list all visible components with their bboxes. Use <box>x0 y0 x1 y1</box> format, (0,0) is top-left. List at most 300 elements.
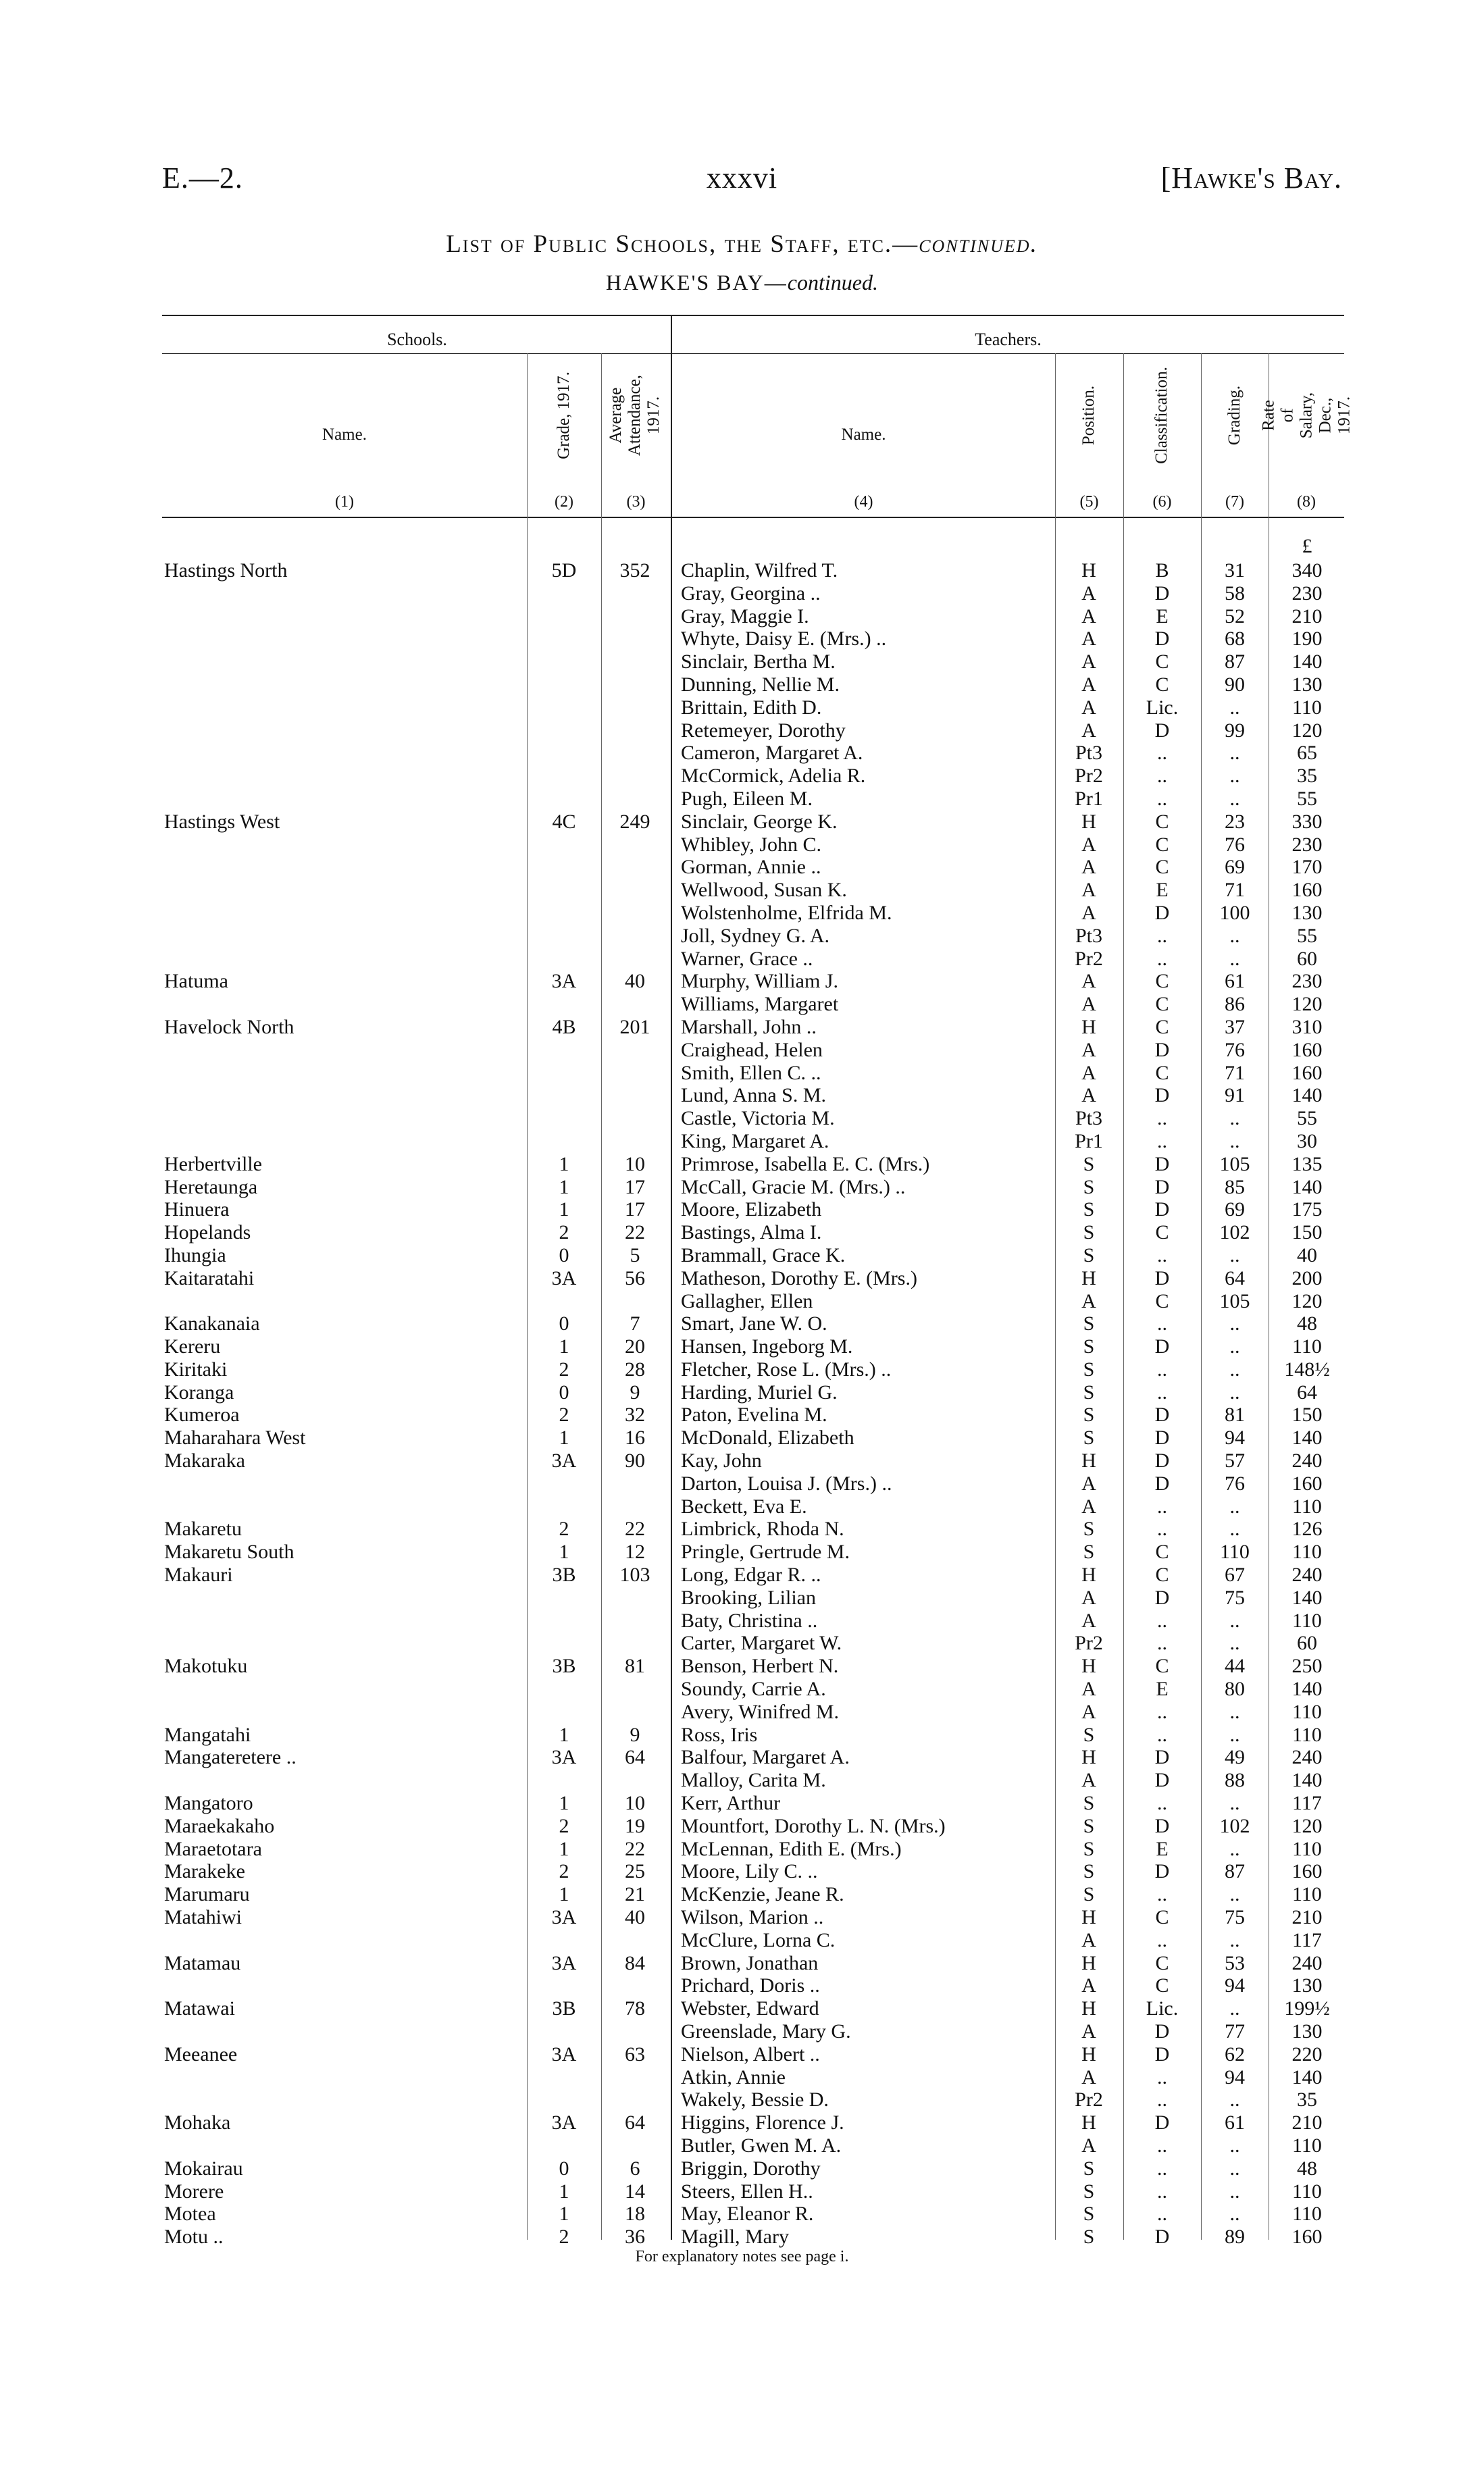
grading-cell: .. <box>1229 1792 1240 1815</box>
table-row <box>0 1495 1484 1518</box>
teacher-name-cell: Castle, Victoria M. <box>681 1107 835 1130</box>
grade-cell: 0 <box>559 1312 569 1335</box>
classification-cell: C <box>1155 1221 1169 1244</box>
position-cell: A <box>1081 856 1096 879</box>
salary-cell: 110 <box>1292 1723 1322 1746</box>
group-rule-schools <box>162 353 672 354</box>
grading-cell: 76 <box>1225 833 1245 856</box>
salary-cell: 130 <box>1291 1974 1323 1997</box>
classification-cell: .. <box>1157 1495 1167 1518</box>
salary-cell: 110 <box>1292 1541 1322 1564</box>
school-name-cell: Hastings North <box>164 559 288 582</box>
table-row <box>0 1701 1484 1724</box>
subtitle-continued: continued. <box>787 270 878 294</box>
table-row <box>0 2020 1484 2043</box>
table-row <box>0 833 1484 856</box>
attendance-cell: 36 <box>625 2226 645 2249</box>
position-cell: A <box>1081 673 1096 696</box>
grading-cell: 87 <box>1225 650 1245 673</box>
school-name-cell: Makaretu <box>164 1518 242 1541</box>
table-row <box>0 2066 1484 2089</box>
grade-cell: 3A <box>551 1266 577 1289</box>
teacher-name-cell: Pugh, Eileen M. <box>681 787 813 810</box>
classification-cell: .. <box>1157 1107 1167 1130</box>
position-cell: S <box>1083 1358 1095 1381</box>
classification-cell: D <box>1154 627 1170 650</box>
teacher-name-cell: Smart, Jane W. O. <box>681 1312 827 1335</box>
classification-cell: C <box>1155 1061 1169 1084</box>
grading-cell: 53 <box>1225 1951 1245 1974</box>
attendance-cell: 18 <box>625 2203 645 2226</box>
table-row <box>0 1062 1484 1085</box>
attendance-cell: 64 <box>625 1746 645 1769</box>
classification-cell: D <box>1154 2020 1170 2043</box>
school-name-cell: Hatuma <box>164 970 228 993</box>
position-cell: S <box>1083 1541 1095 1564</box>
classification-cell: Lic. <box>1146 1997 1179 2020</box>
table-row <box>0 650 1484 673</box>
salary-cell: 60 <box>1297 1632 1317 1655</box>
teacher-name-cell: Chaplin, Wilfred T. <box>681 559 838 582</box>
teacher-name-cell: Gorman, Annie .. <box>681 856 821 879</box>
grade-cell: 3B <box>552 1997 576 2020</box>
position-cell: Pt3 <box>1075 1107 1103 1130</box>
position-cell: H <box>1081 2043 1096 2065</box>
attendance-cell: 25 <box>625 1860 645 1883</box>
teacher-name-cell: Beckett, Eva E. <box>681 1495 807 1518</box>
classification-cell: .. <box>1157 787 1167 810</box>
classification-cell: D <box>1154 582 1170 605</box>
salary-cell: 60 <box>1297 947 1317 970</box>
classification-cell: E <box>1156 605 1169 627</box>
attendance-cell: 14 <box>625 2180 645 2203</box>
grading-cell: .. <box>1229 1358 1240 1381</box>
grading-cell: 49 <box>1225 1746 1245 1769</box>
table-row <box>0 765 1484 788</box>
attendance-cell: 63 <box>625 2043 645 2065</box>
school-name-cell: Hinuera <box>164 1198 230 1221</box>
salary-cell: 160 <box>1291 2226 1323 2249</box>
classification-cell: E <box>1156 1837 1169 1860</box>
grading-cell: 75 <box>1225 1586 1245 1609</box>
teacher-name-cell: Kay, John <box>681 1449 762 1472</box>
salary-cell: 110 <box>1292 696 1322 719</box>
classification-cell: C <box>1155 1951 1169 1974</box>
classification-cell: .. <box>1157 1518 1167 1541</box>
school-name-cell: Maraekakaho <box>164 1814 275 1837</box>
grade-cell: 0 <box>559 2157 569 2180</box>
salary-cell: 120 <box>1291 1289 1323 1312</box>
position-cell: A <box>1081 1700 1096 1723</box>
attendance-cell: 10 <box>625 1152 645 1175</box>
title-continued: continued. <box>919 230 1038 258</box>
currency-symbol: £ <box>1302 535 1312 557</box>
position-cell: A <box>1081 1289 1096 1312</box>
classification-cell: D <box>1154 1152 1170 1175</box>
attendance-cell: 7 <box>630 1312 640 1335</box>
grade-cell: 3A <box>551 1449 577 1472</box>
table-row <box>0 1632 1484 1655</box>
teacher-name-cell: Kerr, Arthur <box>681 1792 781 1815</box>
grading-cell: .. <box>1229 2088 1240 2111</box>
table-row <box>0 1153 1484 1176</box>
table-row <box>0 1518 1484 1541</box>
classification-cell: .. <box>1157 765 1167 788</box>
grading-cell: 31 <box>1225 559 1245 582</box>
salary-cell: 35 <box>1297 765 1317 788</box>
salary-cell: 340 <box>1291 559 1323 582</box>
colnum-8: (8) <box>1297 493 1316 511</box>
table-row <box>0 879 1484 902</box>
grading-cell: .. <box>1229 765 1240 788</box>
salary-cell: 110 <box>1292 1609 1322 1632</box>
grade-cell: 3B <box>552 1564 576 1587</box>
attendance-cell: 17 <box>625 1198 645 1221</box>
header-position: Position. <box>1079 385 1098 446</box>
teacher-name-cell: Warner, Grace .. <box>681 947 813 970</box>
salary-cell: 140 <box>1291 1084 1323 1107</box>
table-row <box>0 673 1484 696</box>
grading-cell: .. <box>1229 1335 1240 1358</box>
grade-cell: 0 <box>559 1381 569 1404</box>
table-row <box>0 1130 1484 1153</box>
teacher-name-cell: Smith, Ellen C. .. <box>681 1061 821 1084</box>
table-row <box>0 1221 1484 1244</box>
grading-cell: 100 <box>1219 901 1250 924</box>
classification-cell: .. <box>1157 2134 1167 2157</box>
grade-cell: 1 <box>559 1335 569 1358</box>
position-cell: Pr2 <box>1075 2088 1103 2111</box>
classification-cell: .. <box>1157 2065 1167 2088</box>
table-row <box>0 2134 1484 2157</box>
position-cell: A <box>1081 650 1096 673</box>
grading-cell: 64 <box>1225 1266 1245 1289</box>
salary-cell: 117 <box>1292 1792 1322 1815</box>
salary-cell: 210 <box>1291 2111 1323 2134</box>
page-code: E.—2. <box>162 161 243 195</box>
salary-cell: 30 <box>1297 1129 1317 1152</box>
position-cell: A <box>1081 1769 1096 1792</box>
attendance-cell: 40 <box>625 970 645 993</box>
header-school-name: Name. <box>322 426 367 444</box>
teacher-name-cell: Brittain, Edith D. <box>681 696 822 719</box>
grade-cell: 2 <box>559 1221 569 1244</box>
classification-cell: D <box>1154 1746 1170 1769</box>
district-subtitle: HAWKE'S BAY—continued. <box>606 270 878 294</box>
classification-cell: D <box>1154 1769 1170 1792</box>
table-row <box>0 1564 1484 1587</box>
colnum-5: (5) <box>1079 493 1099 511</box>
grading-cell: .. <box>1229 1107 1240 1130</box>
salary-cell: 40 <box>1297 1243 1317 1266</box>
table-row <box>0 1974 1484 1997</box>
classification-cell: C <box>1155 1974 1169 1997</box>
grading-cell: 61 <box>1225 970 1245 993</box>
classification-cell: C <box>1155 1655 1169 1678</box>
attendance-cell: 6 <box>630 2157 640 2180</box>
table-row <box>0 719 1484 742</box>
position-cell: S <box>1083 1312 1095 1335</box>
salary-cell: 160 <box>1291 879 1323 902</box>
classification-cell: C <box>1155 970 1169 993</box>
salary-cell: 150 <box>1291 1404 1323 1427</box>
colnum-1: (1) <box>335 493 354 511</box>
position-cell: H <box>1081 1564 1096 1587</box>
grading-cell: 94 <box>1225 1974 1245 1997</box>
table-row <box>0 1724 1484 1747</box>
grading-cell: 62 <box>1225 2043 1245 2065</box>
table-row <box>0 1792 1484 1815</box>
grading-cell: .. <box>1229 1837 1240 1860</box>
grading-cell: .. <box>1229 2180 1240 2203</box>
position-cell: A <box>1081 970 1096 993</box>
salary-cell: 190 <box>1291 627 1323 650</box>
grading-cell: .. <box>1229 1883 1240 1906</box>
grading-cell: .. <box>1229 742 1240 765</box>
position-cell: A <box>1081 1472 1096 1495</box>
grading-cell: 76 <box>1225 1472 1245 1495</box>
grading-cell: 99 <box>1225 719 1245 742</box>
grading-cell: .. <box>1229 1609 1240 1632</box>
school-name-cell: Heretaunga <box>164 1175 258 1198</box>
grading-cell: 69 <box>1225 1198 1245 1221</box>
teacher-name-cell: Darton, Louisa J. (Mrs.) .. <box>681 1472 892 1495</box>
school-name-cell: Ihungia <box>164 1243 226 1266</box>
school-name-cell: Hastings West <box>164 810 280 833</box>
teacher-name-cell: Wakely, Bessie D. <box>681 2088 829 2111</box>
header-attendance: Average Attendance, 1917. <box>607 374 663 457</box>
table-row <box>0 1906 1484 1929</box>
grade-cell: 1 <box>559 1792 569 1815</box>
salary-cell: 55 <box>1297 787 1317 810</box>
classification-cell: D <box>1154 1198 1170 1221</box>
teacher-name-cell: Webster, Edward <box>681 1997 819 2020</box>
teacher-name-cell: Nielson, Albert .. <box>681 2043 820 2065</box>
position-cell: S <box>1083 1335 1095 1358</box>
salary-cell: 135 <box>1291 1152 1323 1175</box>
classification-cell: .. <box>1157 1792 1167 1815</box>
table-row <box>0 811 1484 833</box>
table-row <box>0 1929 1484 1952</box>
classification-cell: D <box>1154 719 1170 742</box>
position-cell: H <box>1081 2111 1096 2134</box>
grading-cell: 44 <box>1225 1655 1245 1678</box>
position-cell: S <box>1083 1175 1095 1198</box>
classification-cell: .. <box>1157 1632 1167 1655</box>
position-cell: H <box>1081 1746 1096 1769</box>
attendance-cell: 10 <box>625 1792 645 1815</box>
table-row <box>0 1084 1484 1107</box>
table-row <box>0 742 1484 765</box>
position-cell: S <box>1083 1221 1095 1244</box>
school-name-cell: Marakeke <box>164 1860 245 1883</box>
attendance-cell: 9 <box>630 1723 640 1746</box>
table-row <box>0 1860 1484 1883</box>
position-cell: Pr2 <box>1075 765 1103 788</box>
salary-cell: 210 <box>1291 1906 1323 1929</box>
position-cell: A <box>1081 696 1096 719</box>
grading-cell: 102 <box>1219 1814 1250 1837</box>
school-name-cell: Matawai <box>164 1997 235 2020</box>
teacher-name-cell: Fletcher, Rose L. (Mrs.) .. <box>681 1358 892 1381</box>
classification-cell: D <box>1154 901 1170 924</box>
grade-cell: 3A <box>551 1746 577 1769</box>
attendance-cell: 22 <box>625 1221 645 1244</box>
grading-cell: 85 <box>1225 1175 1245 1198</box>
school-name-cell: Herbertville <box>164 1152 262 1175</box>
colnum-3: (3) <box>626 493 646 511</box>
position-cell: A <box>1081 582 1096 605</box>
salary-cell: 140 <box>1291 1769 1323 1792</box>
salary-cell: 120 <box>1291 1814 1323 1837</box>
grade-cell: 1 <box>559 2203 569 2226</box>
classification-cell: D <box>1154 2226 1170 2249</box>
salary-cell: 170 <box>1291 856 1323 879</box>
salary-cell: 140 <box>1291 2065 1323 2088</box>
grading-cell: 57 <box>1225 1449 1245 1472</box>
salary-cell: 130 <box>1291 901 1323 924</box>
teacher-name-cell: Moore, Elizabeth <box>681 1198 822 1221</box>
classification-cell: D <box>1154 1860 1170 1883</box>
classification-cell: D <box>1154 2043 1170 2065</box>
classification-cell: .. <box>1157 1381 1167 1404</box>
grading-cell: .. <box>1229 1518 1240 1541</box>
table-row <box>0 1997 1484 2020</box>
attendance-cell: 81 <box>625 1655 645 1678</box>
position-cell: A <box>1081 1084 1096 1107</box>
table-row <box>0 1427 1484 1449</box>
classification-cell: .. <box>1157 742 1167 765</box>
position-cell: Pr2 <box>1075 947 1103 970</box>
position-cell: A <box>1081 2065 1096 2088</box>
salary-cell: 140 <box>1291 1427 1323 1449</box>
teacher-name-cell: Prichard, Doris .. <box>681 1974 820 1997</box>
table-row <box>0 1815 1484 1838</box>
classification-cell: C <box>1155 993 1169 1016</box>
school-name-cell: Maharahara West <box>164 1427 306 1449</box>
school-name-cell: Kumeroa <box>164 1404 240 1427</box>
position-cell: H <box>1081 1015 1096 1038</box>
position-cell: S <box>1083 1152 1095 1175</box>
position-cell: A <box>1081 901 1096 924</box>
teacher-name-cell: Whibley, John C. <box>681 833 822 856</box>
position-cell: S <box>1083 2203 1095 2226</box>
grade-cell: 0 <box>559 1243 569 1266</box>
attendance-cell: 28 <box>625 1358 645 1381</box>
salary-cell: 64 <box>1297 1381 1317 1404</box>
table-row <box>0 2157 1484 2180</box>
classification-cell: .. <box>1157 1928 1167 1951</box>
school-name-cell: Makauri <box>164 1564 233 1587</box>
teacher-name-cell: Williams, Margaret <box>681 993 839 1016</box>
salary-cell: 220 <box>1291 2043 1323 2065</box>
position-cell: H <box>1081 810 1096 833</box>
grading-cell: 71 <box>1225 1061 1245 1084</box>
classification-cell: .. <box>1157 1883 1167 1906</box>
table-row <box>0 1404 1484 1427</box>
salary-cell: 160 <box>1291 1860 1323 1883</box>
attendance-cell: 249 <box>619 810 650 833</box>
grade-cell: 1 <box>559 2180 569 2203</box>
grade-cell: 1 <box>559 1883 569 1906</box>
grading-cell: 102 <box>1219 1221 1250 1244</box>
classification-cell: D <box>1154 1427 1170 1449</box>
classification-cell: D <box>1154 1335 1170 1358</box>
classification-cell: C <box>1155 1906 1169 1929</box>
grade-cell: 2 <box>559 1860 569 1883</box>
classification-cell: D <box>1154 1175 1170 1198</box>
grade-cell: 3A <box>551 1951 577 1974</box>
grading-cell: .. <box>1229 1632 1240 1655</box>
position-cell: A <box>1081 1061 1096 1084</box>
teacher-name-cell: Dunning, Nellie M. <box>681 673 840 696</box>
teacher-name-cell: McCall, Gracie M. (Mrs.) .. <box>681 1175 906 1198</box>
grading-cell: 71 <box>1225 879 1245 902</box>
header-bottom-rule <box>162 517 1344 518</box>
teacher-name-cell: Steers, Ellen H.. <box>681 2180 813 2203</box>
position-cell: S <box>1083 1198 1095 1221</box>
attendance-cell: 64 <box>625 2111 645 2134</box>
grade-cell: 1 <box>559 1175 569 1198</box>
table-row <box>0 925 1484 948</box>
teacher-name-cell: King, Margaret A. <box>681 1129 829 1152</box>
grade-cell: 1 <box>559 1198 569 1221</box>
school-name-cell: Makotuku <box>164 1655 248 1678</box>
position-cell: Pt3 <box>1075 924 1103 947</box>
table-row <box>0 1312 1484 1335</box>
salary-cell: 140 <box>1291 1175 1323 1198</box>
position-cell: A <box>1081 1038 1096 1061</box>
salary-cell: 120 <box>1291 993 1323 1016</box>
teacher-name-cell: Whyte, Daisy E. (Mrs.) .. <box>681 627 887 650</box>
salary-cell: 55 <box>1297 924 1317 947</box>
salary-cell: 230 <box>1291 582 1323 605</box>
school-name-cell: Meeanee <box>164 2043 238 2065</box>
position-cell: A <box>1081 1609 1096 1632</box>
group-rule-teachers <box>672 353 1344 354</box>
table-row <box>0 1655 1484 1678</box>
grading-cell: 80 <box>1225 1678 1245 1701</box>
grading-cell: 94 <box>1225 2065 1245 2088</box>
table-row <box>0 1838 1484 1861</box>
table-row <box>0 1335 1484 1358</box>
classification-cell: D <box>1154 1449 1170 1472</box>
table-row <box>0 1883 1484 1906</box>
position-cell: S <box>1083 2180 1095 2203</box>
table-row <box>0 1952 1484 1975</box>
classification-cell: B <box>1155 559 1169 582</box>
position-cell: H <box>1081 1449 1096 1472</box>
grading-cell: .. <box>1229 1928 1240 1951</box>
school-name-cell: Mangatahi <box>164 1723 251 1746</box>
classification-cell: C <box>1155 1289 1169 1312</box>
position-cell: S <box>1083 1404 1095 1427</box>
teacher-name-cell: Avery, Winifred M. <box>681 1700 840 1723</box>
grading-cell: 89 <box>1225 2226 1245 2249</box>
attendance-cell: 201 <box>619 1015 650 1038</box>
grading-cell: 69 <box>1225 856 1245 879</box>
teacher-name-cell: Atkin, Annie <box>681 2065 786 2088</box>
colnum-6: (6) <box>1152 493 1172 511</box>
teacher-name-cell: Pringle, Gertrude M. <box>681 1541 850 1564</box>
position-cell: S <box>1083 2157 1095 2180</box>
grade-cell: 3B <box>552 1655 576 1678</box>
classification-cell: .. <box>1157 2157 1167 2180</box>
table-row <box>0 2088 1484 2111</box>
salary-cell: 110 <box>1292 2134 1322 2157</box>
teacher-name-cell: Paton, Evelina M. <box>681 1404 827 1427</box>
classification-cell: .. <box>1157 1723 1167 1746</box>
